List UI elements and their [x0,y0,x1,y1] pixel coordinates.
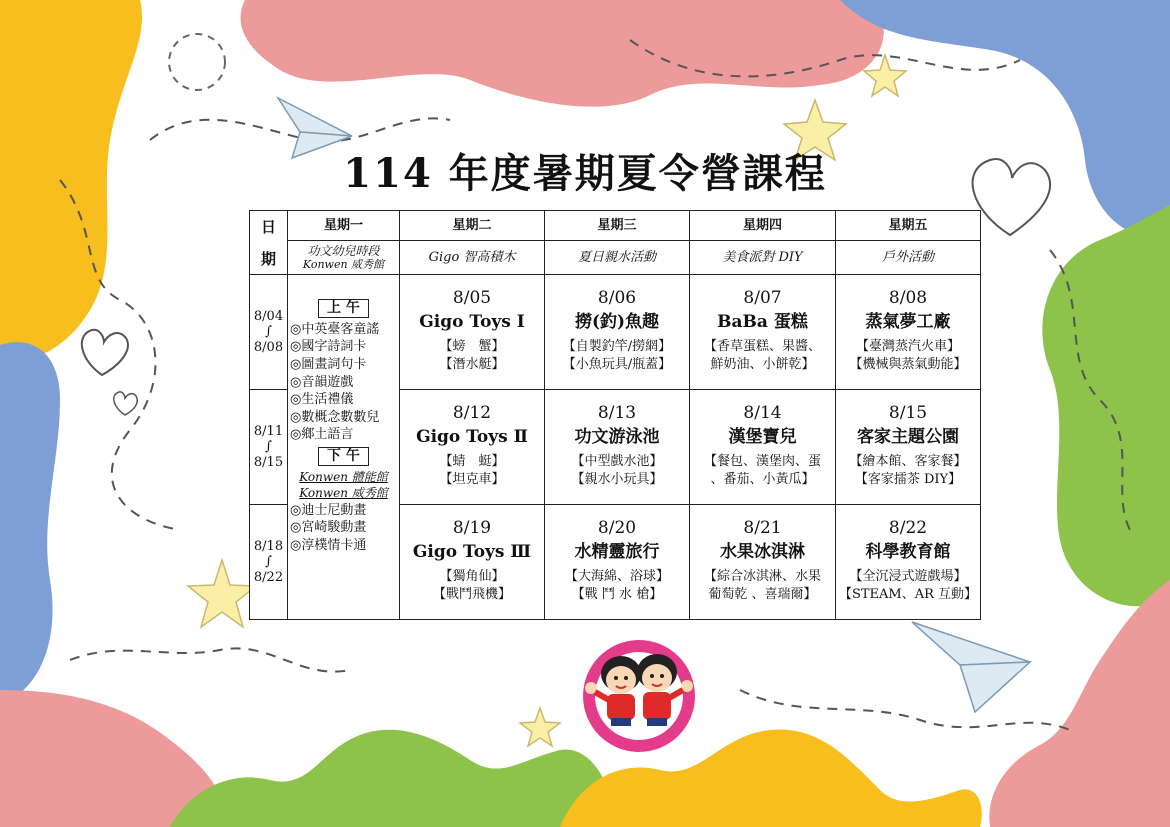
am-item: ◎音韻遊戲 [290,374,354,390]
date-header-bottom: 期 [260,249,276,268]
week-range-sep: ∫ [265,439,272,455]
activity-cell [400,505,545,620]
activity-date: 8/06 [597,288,637,309]
day-header-monday: 星期一 [288,211,400,241]
theme-monday-title: 功文幼兒時段 [307,243,380,258]
activity-detail: 【中型戲水池】 [571,453,663,469]
activity-detail: 【自製釣竿/撈網】 [562,338,672,354]
activity-cell [690,390,836,505]
activity-detail: 【臺灣蒸汽火車】 [855,338,960,354]
week-start: 8/18 [253,538,284,554]
paper-plane-right [912,622,1030,712]
activity-title: 漢堡寶兒 [728,427,797,448]
activity-date: 8/14 [743,403,782,424]
am-item: ◎圖畫詞句卡 [290,356,367,372]
activity-detail: 【蜻 蜓】 [439,453,505,469]
page-title: 114 年度暑期夏令營課程 [343,150,827,197]
activity-detail: 【STEAM、AR 互動】 [838,587,978,603]
activity-detail: 【香草蛋糕、果醬、 [703,338,821,354]
activity-detail: 【螃 蟹】 [439,338,505,354]
activity-cell [545,275,690,390]
activity-detail: 【親水小玩具】 [571,472,663,488]
header-row-themes [250,241,981,275]
activity-date: 8/22 [888,518,928,539]
day-header-friday: 星期五 [836,211,981,241]
dashed-line-bottom-right [740,690,1070,730]
activity-date: 8/21 [743,518,782,539]
monday-program-cell [288,275,400,620]
theme-wednesday: 夏日親水活動 [545,241,690,275]
activity-detail: 【機械與蒸氣動能】 [849,357,967,373]
am-item: ◎國字詩詞卡 [290,339,367,355]
activity-title: Gigo Toys Ⅰ [419,312,525,333]
am-label: 上 午 [318,299,369,318]
day-header-wednesday: 星期三 [545,211,690,241]
day-header-thursday: 星期四 [690,211,836,241]
pm-label: 下 午 [318,447,369,466]
pm-item: ◎淳樸情卡通 [290,537,367,553]
activity-title: 撈(釣)魚趣 [574,312,660,333]
pink-blob-top [241,0,884,107]
activity-detail: 【小魚玩具/瓶蓋】 [562,357,672,373]
star-left [188,560,256,627]
heart-outline-left [82,330,128,375]
heart-outline-small [114,392,137,415]
activity-cell [836,505,981,620]
week-end: 8/22 [253,569,284,585]
activity-detail: 【坦克車】 [439,472,505,488]
activity-cell [836,390,981,505]
activity-date: 8/07 [743,288,782,309]
dashed-circle [169,34,225,90]
star-bottom [520,708,560,746]
activity-title: BaBa 蛋糕 [717,312,808,333]
activity-title: 科學教育館 [865,542,951,563]
pm-venue: Konwen 威秀館 [299,486,388,501]
theme-friday: 戶外活動 [836,241,981,275]
activity-date: 8/13 [597,403,637,424]
theme-monday [288,241,400,275]
activity-detail: 【餐包、漢堡肉、蛋 [703,453,821,469]
activity-detail: 【潛水艇】 [439,357,505,373]
activity-detail: 【全沉浸式遊戲場】 [849,568,967,584]
activity-detail: 【客家擂茶 DIY】 [854,472,962,488]
activity-title: 客家主題公園 [857,427,959,448]
week-range-3 [250,505,288,620]
week-range-sep: ∫ [265,324,272,340]
activity-detail: 【戰鬥飛機】 [432,587,511,603]
am-item: ◎數概念數數兒 [290,409,380,425]
theme-tuesday: Gigo 智高積木 [400,241,545,275]
dashed-line-bottom-left [70,648,350,671]
activity-cell [545,390,690,505]
pm-item: ◎迪士尼動畫 [290,502,367,518]
week-row-1 [250,275,981,390]
activity-title: 功文游泳池 [574,427,660,448]
am-item: ◎中英臺客童謠 [290,321,380,337]
activity-detail: 【戰 鬥 水 槍】 [571,587,663,603]
week-end: 8/08 [253,339,284,355]
mascot-logo [577,630,701,754]
day-header-tuesday: 星期二 [400,211,545,241]
activity-title: 水精靈旅行 [574,542,660,563]
am-item: ◎鄉土語言 [290,427,354,443]
activity-detail: 【大海綿、浴球】 [564,568,669,584]
activity-date: 8/05 [452,288,492,309]
activity-date: 8/19 [452,518,492,539]
activity-title: 水果冰淇淋 [720,542,805,563]
activity-detail: 、番茄、小黃瓜】 [710,472,815,488]
activity-title: Gigo Toys Ⅲ [412,542,532,563]
blue-blob-left [0,342,60,705]
week-start: 8/04 [253,308,284,324]
activity-cell [400,390,545,505]
activity-cell [400,275,545,390]
week-range-sep: ∫ [265,554,272,570]
activity-cell [836,275,981,390]
activity-cell [690,505,836,620]
pm-venue: Konwen 體能館 [299,469,388,484]
activity-title: Gigo Toys Ⅱ [416,427,528,448]
activity-detail: 葡萄乾 、喜瑞爾】 [708,587,817,603]
activity-detail: 【獨角仙】 [439,568,505,584]
week-end: 8/15 [253,454,284,470]
theme-monday-sub: Konwen 威秀館 [302,258,385,272]
activity-title: 蒸氣夢工廠 [865,312,951,333]
am-item: ◎生活禮儀 [290,392,354,408]
green-blob-bottom [170,730,620,827]
activity-date: 8/20 [597,518,637,539]
activity-date: 8/15 [888,403,928,424]
activity-date: 8/12 [452,403,492,424]
week-range-1 [250,275,288,390]
activity-detail: 【繪本館、客家餐】 [849,453,967,469]
activity-cell [690,275,836,390]
week-range-2 [250,390,288,505]
activity-cell [545,505,690,620]
schedule-table [249,210,981,620]
blue-blob-top-right [840,0,1170,235]
pm-item: ◎宮崎駿動畫 [290,520,367,536]
activity-detail: 鮮奶油、小餅乾】 [710,357,815,373]
theme-thursday: 美食派對 DIY [690,241,836,275]
activity-date: 8/08 [888,288,928,309]
pink-blob-bottom-right [989,580,1170,827]
date-header-cell [250,211,288,275]
week-start: 8/11 [253,423,284,439]
header-row-days [250,211,981,241]
date-header-top: 日 [260,217,276,236]
activity-detail: 【綜合冰淇淋、水果 [703,568,821,584]
